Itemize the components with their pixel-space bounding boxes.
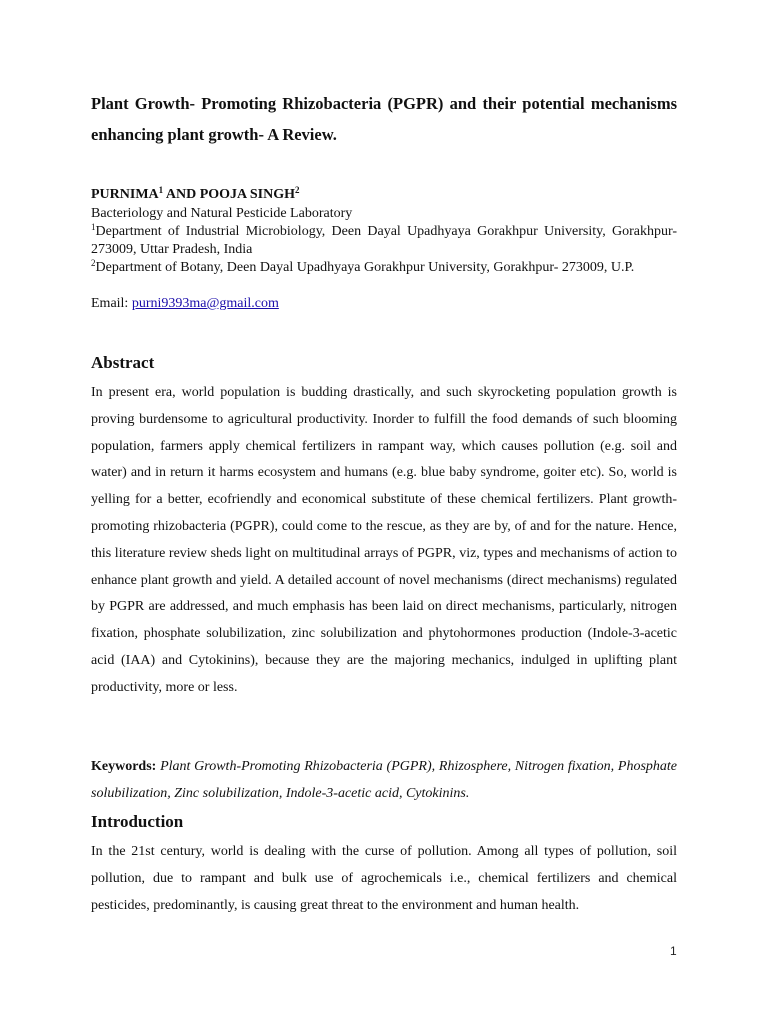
paper-title: Plant Growth- Promoting Rhizobacteria (PGPR) and their potential mechanisms enhancing plant growth- A Review. (91, 94, 677, 144)
affiliation-1-text: Department of Industrial Microbiology, Deen Dayal Upadhyaya Gorakhpur University, Gorakhpur- 273009, Uttar Pradesh, India (91, 224, 677, 257)
email-line (91, 295, 677, 313)
email-link[interactable]: purni9393ma@gmail.com (131, 296, 279, 311)
author-1-affiliation-mark: 1 (158, 185, 164, 195)
affiliation-1-mark: 1 (91, 222, 96, 232)
author-2-affiliation-mark: 2 (295, 185, 300, 195)
keywords-paragraph (91, 754, 677, 808)
keywords-text: Plant Growth-Promoting Rhizobacteria (PGPR), Rhizosphere, Nitrogen fixation, Phosphate solubilization, Zinc solubilization, Indole-3-acetic acid, Cytokinins. (91, 759, 677, 801)
author-2: POOJA SINGH (199, 187, 296, 202)
affiliation-2-mark: 2 (91, 258, 96, 268)
introduction-text: In the 21st century, world is dealing with the curse of pollution. Among all types of pollution, soil pollution, due to rampant and bulk use of agrochemicals i.e., chemical fertilizers and chemical pesticides, predominantly, is causing great threat to the environment and human health. (91, 844, 677, 913)
keywords-label: Keywords: (91, 759, 157, 774)
abstract-text: In present era, world population is budding drastically, and such skyrocketing population growth is proving burdensome to agricultural productivity. Inorder to fulfill the food demands of such blooming population, farmers apply chemical fertilizers in rampant way, which causes pollution (e.g. soil and water) and in return it harms ecosystem and humans (e.g. blue baby syndrome, goiter etc). So, world is yelling for a better, ecofriendly and economical substitute of these chemical fertilizers. Plant growth-promoting rhizobacteria (PGPR), could come to the rescue, as they are by, of and for the nature. Hence, this literature review sheds light on multitudinal arrays of PGPR, viz, types and mechanisms of action to enhance plant growth and yield. A detailed account of novel mechanisms (direct mechanisms) regulated by PGPR are addressed, and much emphasis has been laid on direct mechanisms, particularly, nitrogen fixation, phosphate solubilization, zinc solubilization and phytohormones production (Indole-3-acetic acid (IAA) and Cytokinins), because they are the majoring mechanics, indulged in uplifting plant productivity, more or less. (91, 385, 677, 695)
author-line (91, 186, 677, 204)
author-1: PURNIMA (91, 187, 159, 202)
author-connector: AND (163, 187, 200, 202)
abstract-heading: Abstract (91, 353, 155, 372)
affiliation-dept-2 (91, 259, 677, 277)
affiliation-lab: Bacteriology and Natural Pesticide Laboratory (91, 206, 353, 221)
email-label: Email: (91, 296, 132, 311)
page-number: 1 (670, 944, 677, 958)
affiliation-dept-1 (91, 223, 677, 259)
affiliation-2-text: Department of Botany, Deen Dayal Upadhyaya Gorakhpur University, Gorakhpur- 273009, U.P. (95, 260, 635, 275)
introduction-heading: Introduction (91, 812, 184, 831)
